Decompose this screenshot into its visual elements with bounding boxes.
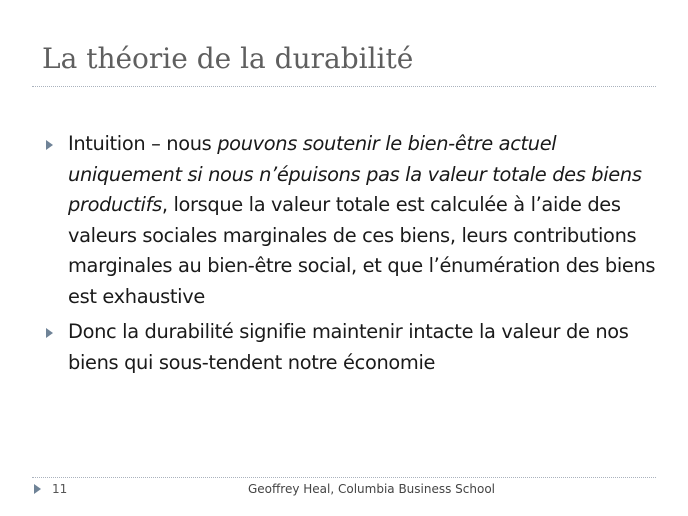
footer-credit: Geoffrey Heal, Columbia Business School xyxy=(248,482,496,496)
footer-divider xyxy=(32,477,656,478)
bullet-rest-text: , lorsque la valeur totale est calculée à l’aide des valeurs sociales marginales de ces biens, leurs contributions marginales au bien-être social, et que l’énumération des biens est exhaustive xyxy=(68,193,656,308)
bullet-item-conclusion xyxy=(44,317,664,378)
title-divider xyxy=(32,86,656,87)
bullet-intro-text: Intuition – nous xyxy=(68,132,218,155)
footer-triangle-icon xyxy=(34,484,41,494)
slide-title: La théorie de la durabilité xyxy=(42,42,414,75)
page-number: 11 xyxy=(52,482,68,496)
bullet-list xyxy=(44,129,664,383)
bullet-item-intuition xyxy=(44,129,664,312)
bullet-triangle-icon xyxy=(46,328,53,338)
bullet-emphasis-text: pouvons soutenir le bien-être actuel uniquement si nous n’épuisons pas la valeur totale des biens productifs xyxy=(68,132,642,216)
bullet-triangle-icon xyxy=(46,140,53,150)
bullet-conclusion-text: Donc la durabilité signifie maintenir intacte la valeur de nos biens qui sous-tendent notre économie xyxy=(68,320,629,374)
